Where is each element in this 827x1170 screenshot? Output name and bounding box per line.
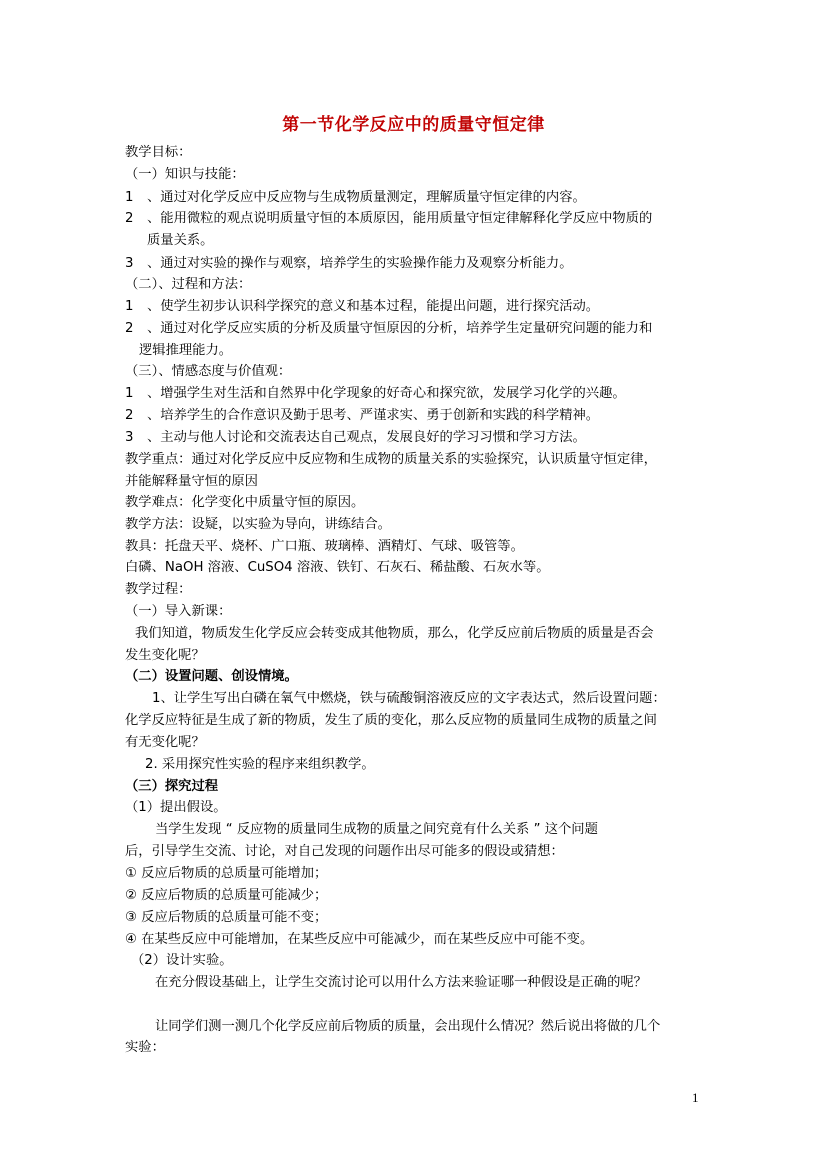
line-text: ② 反应后物质的总质量可能减少； — [125, 888, 328, 903]
text-line — [155, 821, 598, 839]
list-number: 2 — [125, 408, 134, 423]
text-line — [125, 407, 599, 425]
text-line — [125, 538, 524, 556]
text-line — [125, 494, 364, 512]
line-text: （2）设计实验。 — [131, 953, 233, 968]
text-line — [125, 210, 652, 228]
text-line — [125, 320, 652, 338]
list-number: 1 — [125, 299, 134, 314]
line-text: （二）、过程和方法： — [125, 277, 252, 292]
line-text: 后，引导学生交流、讨论，对自己发现的问题作出尽可能多的假设或猜想： — [125, 844, 564, 859]
text-line — [125, 516, 391, 534]
list-number: 3 — [125, 256, 134, 271]
list-number: 2 — [125, 211, 134, 226]
text-line — [125, 385, 626, 403]
text-line — [125, 887, 327, 905]
line-text: 我们知道，物质发生化学反应会转变成其他物质，那么，化学反应前后物质的质量是否会 — [135, 626, 654, 641]
line-text: （一）知识与技能： — [125, 167, 245, 182]
text-line — [147, 232, 213, 250]
text-line — [125, 429, 586, 447]
text-line — [125, 559, 550, 577]
text-line — [125, 712, 657, 730]
text-line — [125, 144, 191, 162]
line-text: 白磷、NaOH 溶液、CuSO4 溶液、铁钉、石灰石、稀盐酸、石灰水等。 — [125, 560, 550, 575]
text-line — [155, 1018, 660, 1036]
document-title: 第一节化学反应中的质量守恒定律 — [282, 115, 545, 135]
text-line — [125, 451, 657, 469]
text-line — [125, 799, 227, 817]
text-line — [125, 363, 291, 381]
line-text: ④ 在某些反应中可能增加，在某些反应中可能减少，而在某些反应中可能不变。 — [125, 932, 594, 947]
text-line — [139, 342, 232, 360]
text-line — [125, 581, 191, 599]
text-line — [125, 778, 218, 796]
line-text: 并能解释量守恒的原因 — [125, 474, 258, 489]
text-line — [125, 734, 205, 752]
text-line — [125, 865, 327, 883]
text-line — [125, 1039, 165, 1057]
line-text: 实验： — [125, 1040, 165, 1055]
text-line — [125, 603, 231, 621]
line-text: （二）设置问题、创设情境。 — [125, 669, 298, 684]
line-text: （三）探究过程 — [125, 779, 219, 794]
text-line — [125, 298, 599, 316]
text-line — [125, 276, 251, 294]
text-line — [125, 473, 258, 491]
line-text: 2. 采用探究性实验的程序来组织教学。 — [145, 757, 375, 772]
line-text: 质量关系。 — [147, 233, 214, 248]
line-text: 教学方法：设疑，以实验为导向，讲练结合。 — [125, 517, 391, 532]
line-text: 教具：托盘天平、烧杯、广口瓶、玻璃棒、酒精灯、气球、吸管等。 — [125, 539, 524, 554]
line-text: 当学生发现 “ 反应物的质量同生成物的质量之间究竟有什么关系 ” 这个问题 — [155, 822, 598, 837]
line-text: 教学重点：通过对化学反应中反应物和生成物的质量关系的实验探究，认识质量守恒定律， — [125, 452, 657, 467]
list-number: 2 — [125, 321, 134, 336]
line-text: 、使学生初步认识科学探究的意义和基本过程，能提出问题，进行探究活动。 — [147, 299, 600, 314]
line-text: 1、让学生写出白磷在氧气中燃烧，铁与硫酸铜溶液反应的文字表达式，然后设置问题： — [152, 691, 666, 706]
line-text: 、通过对化学反应中反应物与生成物质量测定，理解质量守恒定律的内容。 — [147, 190, 586, 205]
text-line — [125, 255, 573, 273]
text-line — [131, 952, 233, 970]
text-line — [135, 625, 654, 643]
line-text: 、培养学生的合作意识及勤于思考、严谨求实、勇于创新和实践的科学精神。 — [147, 408, 600, 423]
line-text: 让同学们测一测几个化学反应前后物质的质量，会出现什么情况？然后说出将做的几个 — [155, 1019, 661, 1034]
text-line — [125, 668, 298, 686]
line-text: （一）导入新课： — [125, 604, 232, 619]
list-number: 1 — [125, 386, 134, 401]
line-text: 在充分假设基础上，让学生交流讨论可以用什么方法来验证哪一种假设是正确的呢？ — [155, 975, 647, 990]
list-number: 3 — [125, 430, 134, 445]
line-text: 、通过对化学反应实质的分析及质量守恒原因的分析，培养学生定量研究问题的能力和 — [147, 321, 653, 336]
line-text: ① 反应后物质的总质量可能增加； — [125, 866, 328, 881]
text-line — [145, 756, 375, 774]
line-text: 、主动与他人讨论和交流表达自己观点，发展良好的学习习惯和学习方法。 — [147, 430, 586, 445]
line-text: 教学难点：化学变化中质量守恒的原因。 — [125, 495, 365, 510]
text-line — [125, 189, 586, 207]
line-text: 、通过对实验的操作与观察，培养学生的实验操作能力及观察分析能力。 — [147, 256, 573, 271]
line-text: 教学过程： — [125, 582, 192, 597]
list-number: 1 — [125, 190, 134, 205]
line-text: 有无变化呢？ — [125, 735, 205, 750]
line-text: 逻辑推理能力。 — [139, 343, 233, 358]
page-number: 1 — [692, 1090, 699, 1105]
line-text: 、增强学生对生活和自然界中化学现象的好奇心和探究欲，发展学习化学的兴趣。 — [147, 386, 626, 401]
line-text: 化学反应特征是生成了新的物质，发生了质的变化，那么反应物的质量同生成物的质量之间 — [125, 713, 657, 728]
text-line — [125, 843, 564, 861]
text-line — [125, 647, 205, 665]
line-text: ③ 反应后物质的总质量可能不变； — [125, 910, 328, 925]
text-line — [155, 974, 647, 992]
line-text: （1）提出假设。 — [125, 800, 227, 815]
text-line — [152, 690, 666, 708]
text-line — [125, 931, 593, 949]
line-text: （三）、情感态度与价值观： — [125, 364, 292, 379]
text-line — [125, 909, 327, 927]
line-text: 发生变化呢？ — [125, 648, 205, 663]
text-line — [125, 166, 245, 184]
line-text: 、能用微粒的观点说明质量守恒的本质原因，能用质量守恒定律解释化学反应中物质的 — [147, 211, 653, 226]
line-text: 教学目标： — [125, 145, 192, 160]
